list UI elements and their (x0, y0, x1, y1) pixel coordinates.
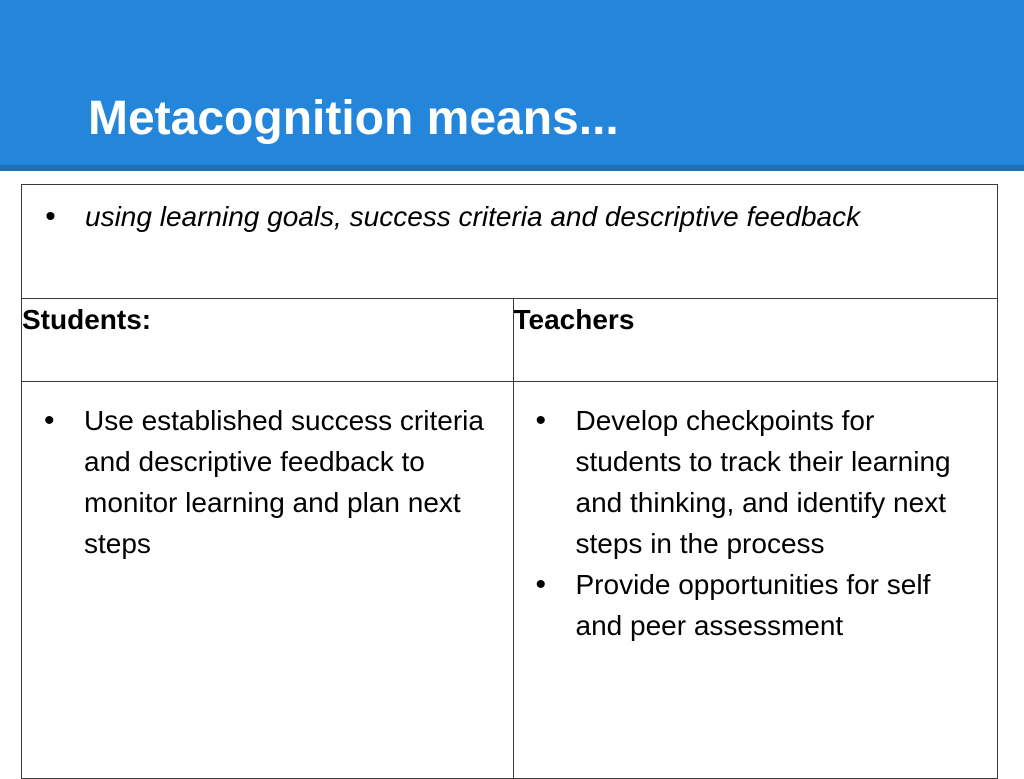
students-bullet-text: Use established success criteria and descriptive feedback to monitor learning and plan next steps (84, 405, 484, 559)
intro-bullet-item (45, 196, 977, 237)
teachers-header: Teachers (513, 299, 998, 382)
teachers-bullet-text: Provide opportunities for self and peer assessment (575, 569, 931, 641)
intro-bullet-list (45, 196, 977, 237)
students-cell (22, 382, 514, 779)
bullet-icon: • (45, 200, 56, 233)
bullet-icon: • (44, 404, 55, 437)
title-bar-rule (0, 165, 1024, 171)
intro-bullet-text: using learning goals, success criteria and descriptive feedback (85, 201, 861, 232)
teachers-bullet-item (535, 564, 983, 646)
body-row (22, 382, 998, 779)
teachers-bullet-list (535, 400, 983, 646)
intro-row (22, 185, 998, 299)
teachers-bullet-item (535, 400, 983, 564)
students-bullet-list (44, 400, 493, 564)
students-bullet-item (44, 400, 493, 564)
slide-title: Metacognition means... (88, 92, 619, 145)
header-row (22, 299, 998, 382)
teachers-bullet-text: Develop checkpoints for students to track their learning and thinking, and identify next steps in the process (575, 405, 951, 559)
bullet-icon: • (535, 568, 547, 601)
content-table (21, 184, 998, 779)
students-header: Students: (22, 299, 514, 382)
bullet-icon: • (535, 404, 547, 437)
teachers-cell (513, 382, 998, 779)
intro-cell (22, 185, 998, 299)
